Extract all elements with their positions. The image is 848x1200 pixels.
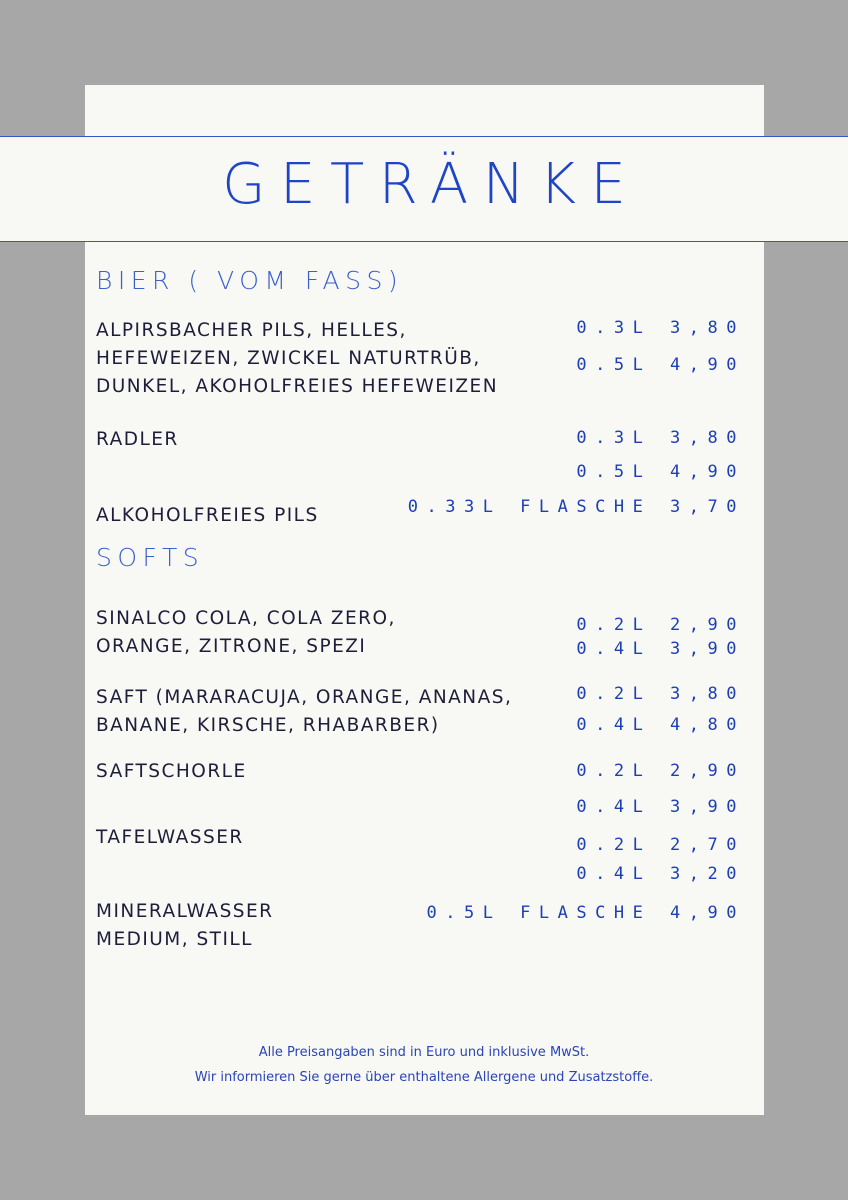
item-line: HEFEWEIZEN, ZWICKEL NATURTRÜB, [96, 348, 481, 369]
price: 0.2L 3,80 [576, 684, 745, 704]
item-line: SAFT (MARARACUJA, ORANGE, ANANAS, [96, 687, 513, 708]
price: 0.2L 2,70 [576, 835, 745, 855]
item-line: ALPIRSBACHER PILS, HELLES, [96, 320, 407, 341]
item-line: MEDIUM, STILL [96, 929, 253, 950]
price: 0.3L 3,80 [576, 318, 745, 338]
section-heading-softs: SOFTS [96, 543, 205, 572]
item-line: ORANGE, ZITRONE, SPEZI [96, 636, 367, 657]
menu-item-sinalco [96, 605, 396, 661]
price: 0.4L 3,90 [576, 797, 745, 817]
footer-line-vat: Alle Preisangaben sind in Euro und inklusive MwSt. [258, 1045, 590, 1060]
menu-item-tafelwasser [96, 824, 244, 852]
section-heading-bier: BIER ( VOM FASS) [96, 266, 404, 295]
price: 0.3L 3,80 [576, 428, 745, 448]
price: 0.5L 4,90 [576, 462, 745, 482]
price: 0.4L 3,90 [576, 639, 745, 659]
item-line: SAFTSCHORLE [96, 761, 247, 782]
price: 0.33L FLASCHE 3,70 [407, 497, 745, 517]
page-title: GETRÄNKE [222, 152, 641, 217]
menu-item-radler [96, 426, 179, 454]
item-line: SINALCO COLA, COLA ZERO, [96, 608, 396, 629]
menu-item-mineralwasser [96, 898, 274, 954]
footer-note [0, 1040, 848, 1090]
price: 0.5L FLASCHE 4,90 [426, 903, 745, 923]
item-line: BANANE, KIRSCHE, RHABARBER) [96, 715, 440, 736]
item-line: MINERALWASSER [96, 901, 274, 922]
menu-item-alkoholfreies-pils [96, 502, 319, 530]
item-line: ALKOHOLFREIES PILS [96, 505, 319, 526]
menu-item-saftschorle [96, 758, 247, 786]
price: 0.5L 4,90 [576, 355, 745, 375]
item-line: TAFELWASSER [96, 827, 244, 848]
footer-line-allergens: Wir informieren Sie gerne über enthaltene Allergene und Zusatzstoffe. [194, 1070, 654, 1085]
item-line: DUNKEL, AKOHOLFREIES HEFEWEIZEN [96, 376, 499, 397]
title-banner [0, 136, 848, 242]
item-line: RADLER [96, 429, 179, 450]
price: 0.4L 3,20 [576, 864, 745, 884]
menu-item-saft [96, 684, 512, 740]
price: 0.4L 4,80 [576, 715, 745, 735]
price: 0.2L 2,90 [576, 615, 745, 635]
price: 0.2L 2,90 [576, 761, 745, 781]
menu-item-alpirsbacher [96, 317, 498, 401]
